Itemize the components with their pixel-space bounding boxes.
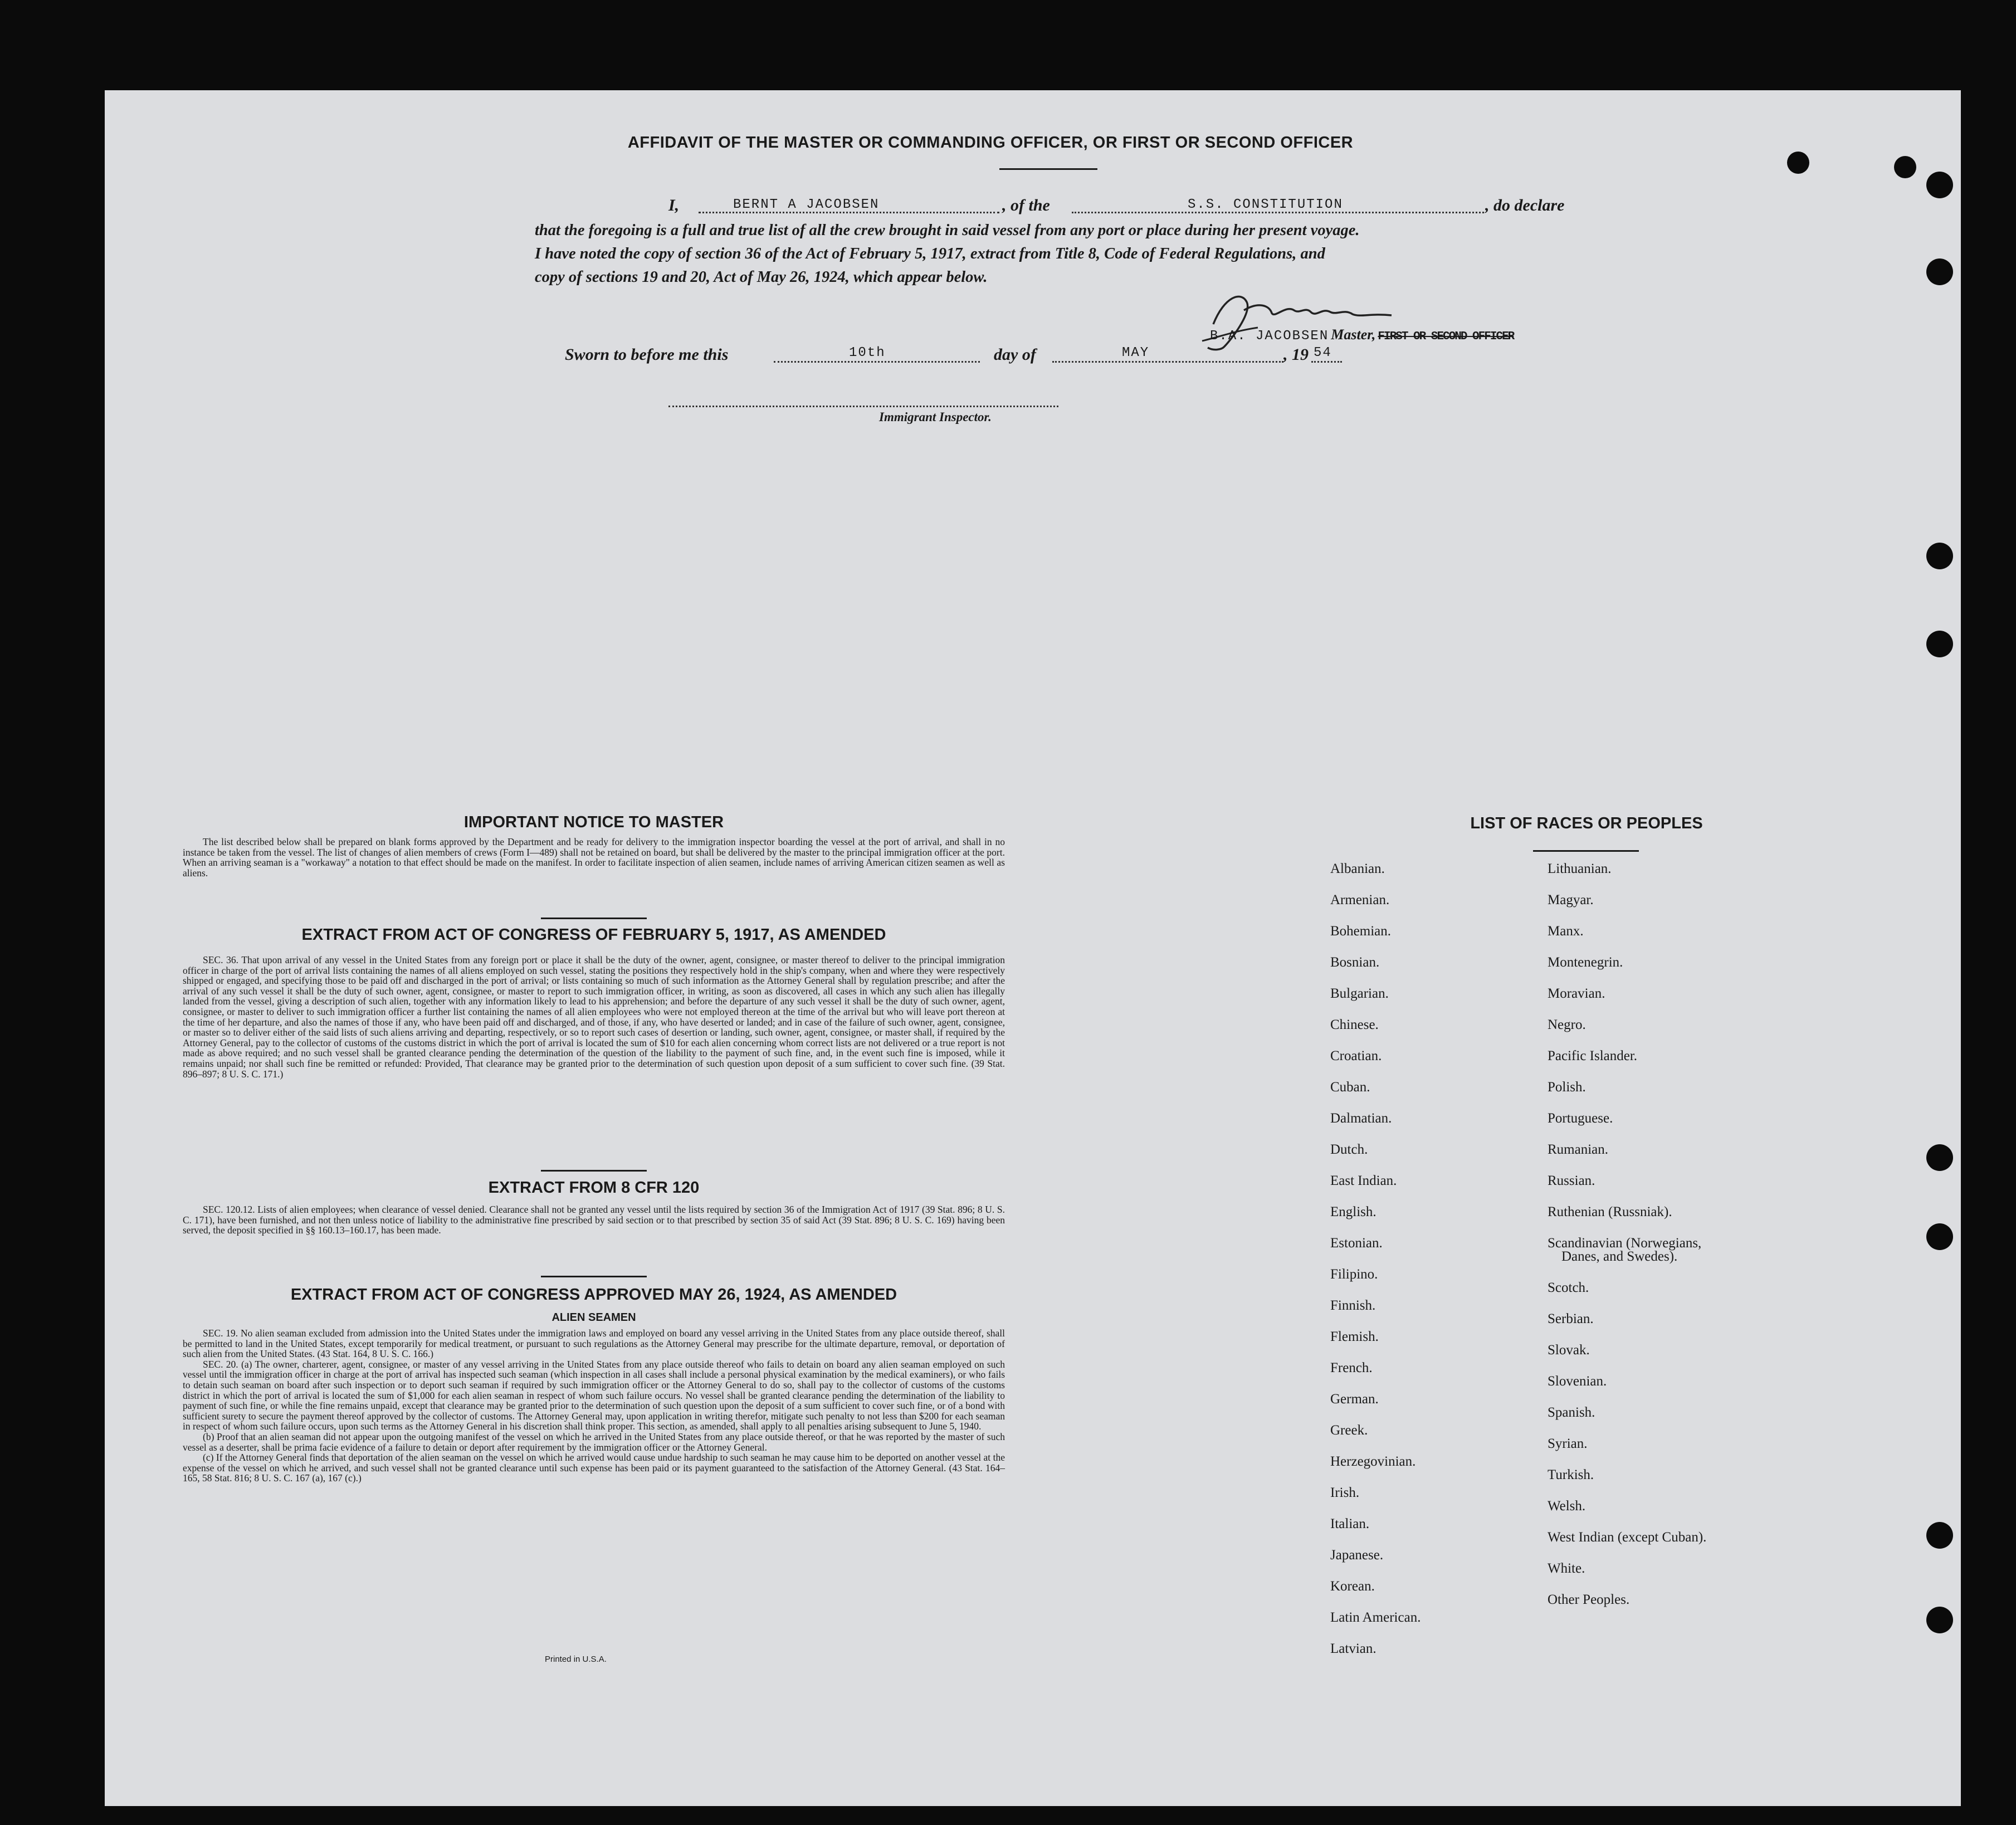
sec-20b-paragraph: (b) Proof that an alien seaman did not appear upon the outgoing manifest of the vessel on which he arrived in the United States from any place outside thereof, or that he was reported by the master of such vessel as a deserter, shall be prima facie evidence of a failure to detain or deport after requirement by the immigration officer or the Attorney General.	[183, 1431, 1005, 1453]
race-item: Albanian.	[1330, 861, 1385, 876]
year-line	[1311, 361, 1342, 363]
affidavit-line-2: that the foregoing is a full and true list of all the crew brought in said vessel from any port or place during her present voyage.	[535, 222, 1360, 239]
race-item: Latin American.	[1330, 1610, 1421, 1625]
race-item: Dalmatian.	[1330, 1111, 1392, 1126]
race-item: Dutch.	[1330, 1142, 1368, 1157]
alien-seamen-subtitle: ALIEN SEAMEN	[551, 1311, 636, 1324]
race-item: Finnish.	[1330, 1298, 1376, 1313]
race-item: Bosnian.	[1330, 955, 1380, 970]
sworn-month: MAY	[1122, 345, 1150, 360]
affidavit-title: AFFIDAVIT OF THE MASTER OR COMMANDING OFFICER, OR FIRST OR SECOND OFFICER	[627, 134, 1354, 152]
extract-1917-title: EXTRACT FROM ACT OF CONGRESS OF FEBRUARY 5, 1917, AS AMENDED	[301, 926, 886, 944]
race-item: Slovenian.	[1548, 1374, 1607, 1389]
sec-120-12-paragraph: SEC. 120.12. Lists of alien employees; when clearance of vessel denied. Clearance shall not be granted any vessel until the lists required by section 36 of the Immigration Act of 1917 (39 Stat. 896; 8 U. S. C. 171), have been furnished, and not then unless notice of liability to the administrative fine prescribed by said section or to that prescribed by section 35 of said Act (39 Stat. 896; 8 U. S. C. 169) having been served, the deposit specified in §§ 160.13–160.17, has been made.	[183, 1204, 1005, 1236]
notice-paragraph: The list described below shall be prepared on blank forms approved by the Department and be ready for delivery to the immigration inspector boarding the vessel at the port of arrival, and shall in no instance be taken from the vessel. The list of changes of alien members of crews (Form I—489) shall not be retained on board, but shall be delivered by the master to the principal immigration officer at the port. When an arriving seaman is a "workaway" a notation to that effect should be made on the manifest. In order to facilitate inspection of alien seamen, include names of arriving American citizen seamen as well as aliens.	[183, 836, 1005, 879]
year-prefix: , 19	[1283, 345, 1309, 364]
race-item: Latvian.	[1330, 1641, 1376, 1656]
race-item: Scandinavian (Norwegians,	[1548, 1236, 1702, 1251]
title-rule	[999, 168, 1097, 170]
sworn-line	[565, 345, 1456, 368]
sworn-label: Sworn to before me this	[565, 345, 729, 364]
races-title: LIST OF RACES OR PEOPLES	[1470, 814, 1703, 832]
race-item: Russian.	[1548, 1173, 1595, 1188]
race-item: French.	[1330, 1360, 1373, 1375]
race-item: Flemish.	[1330, 1329, 1379, 1344]
race-item: Welsh.	[1548, 1499, 1586, 1514]
race-item: Filipino.	[1330, 1267, 1378, 1282]
race-item: Syrian.	[1548, 1436, 1588, 1451]
affidavit-line-3: I have noted the copy of section 36 of the Act of February 5, 1917, extract from Title 8, Code of Federal Regulations, and	[535, 245, 1325, 262]
punch-hole	[1926, 1607, 1953, 1633]
punch-hole	[1926, 172, 1953, 198]
race-item: Croatian.	[1330, 1048, 1382, 1063]
race-item: Korean.	[1330, 1579, 1375, 1594]
of-the-label: , of the	[1002, 196, 1050, 214]
day-line	[774, 361, 980, 363]
race-item: Herzegovinian.	[1330, 1454, 1416, 1469]
printed-in-usa: Printed in U.S.A.	[545, 1655, 607, 1664]
sworn-day: 10th	[849, 345, 886, 360]
master-name: BERNT A JACOBSEN	[733, 197, 880, 212]
inspector-signature-line	[668, 406, 1058, 407]
race-item: Manx.	[1548, 924, 1584, 939]
race-item: Negro.	[1548, 1017, 1586, 1032]
do-declare-label: , do declare	[1485, 196, 1565, 214]
punch-hole	[1926, 1522, 1953, 1549]
signer-line	[1210, 326, 1514, 344]
race-item: East Indian.	[1330, 1173, 1397, 1188]
race-item: Irish.	[1330, 1485, 1360, 1500]
race-item: Turkish.	[1548, 1467, 1594, 1482]
race-item: Japanese.	[1330, 1548, 1384, 1563]
race-item: Rumanian.	[1548, 1142, 1609, 1157]
extract-cfr-text	[183, 1204, 1005, 1236]
race-item: West Indian (except Cuban).	[1548, 1530, 1707, 1545]
signer-typed-name: B.A. JACOBSEN	[1210, 329, 1329, 344]
sec-20c-paragraph: (c) If the Attorney General finds that deportation of the alien seaman on the vessel on which he arrived would cause undue hardship to such seaman he may cause him to be deported on another vessel at the expense of the vessel on which he arrived, and such vessel shall not be granted clearance until such expense has been paid or its payment guaranteed to the satisfaction of the Attorney General. (43 Stat. 164–165, 58 Stat. 816; 8 U. S. C. 167 (a), 167 (c).)	[183, 1452, 1005, 1484]
signer-role: Master,	[1331, 326, 1376, 343]
punch-hole	[1926, 1144, 1953, 1171]
race-item: Lithuanian.	[1548, 861, 1612, 876]
race-item: White.	[1548, 1561, 1585, 1576]
punch-hole	[1787, 152, 1809, 174]
race-item: Polish.	[1548, 1080, 1586, 1095]
extract-1924-title: EXTRACT FROM ACT OF CONGRESS APPROVED MAY 26, 1924, AS AMENDED	[290, 1286, 897, 1304]
race-item: Armenian.	[1330, 892, 1390, 907]
sworn-year: 54	[1314, 345, 1332, 360]
races-title-rule	[1533, 850, 1639, 852]
race-item: Italian.	[1330, 1516, 1370, 1531]
race-item: Chinese.	[1330, 1017, 1379, 1032]
punch-hole	[1926, 1223, 1953, 1250]
punch-hole	[1926, 631, 1953, 657]
race-item: Serbian.	[1548, 1311, 1594, 1326]
section-rule	[541, 1276, 647, 1277]
race-item: Other Peoples.	[1548, 1592, 1630, 1607]
race-item: Magyar.	[1548, 892, 1594, 907]
inspector-label: Immigrant Inspector.	[879, 410, 992, 424]
punch-hole	[1894, 156, 1916, 178]
race-item: Portuguese.	[1548, 1111, 1613, 1126]
sec-19-paragraph: SEC. 19. No alien seaman excluded from admission into the United States under the immigration laws and employed on board any vessel arriving in the United States from any place outside thereof, shall be permitted to land in the United States, except temporarily for medical treatment, or pursuant to such regulations as the Attorney General may prescribe for the ultimate departure, removal, or deportation of such alien from the United States. (43 Stat. 164, 8 U. S. C. 166.)	[183, 1328, 1005, 1360]
punch-hole	[1926, 258, 1953, 285]
race-item: Bulgarian.	[1330, 986, 1389, 1001]
affidavit-line-4: copy of sections 19 and 20, Act of May 26, 1924, which appear below.	[535, 269, 988, 286]
notice-title: IMPORTANT NOTICE TO MASTER	[463, 813, 724, 831]
race-item: Estonian.	[1330, 1236, 1383, 1251]
document-page	[105, 90, 1961, 1806]
race-item: Bohemian.	[1330, 924, 1392, 939]
race-item: Danes, and Swedes).	[1561, 1249, 1678, 1264]
race-item: Montenegrin.	[1548, 955, 1623, 970]
day-of-label: day of	[994, 345, 1036, 364]
punch-hole	[1926, 543, 1953, 569]
affidavit-line-1	[565, 196, 1673, 218]
extract-1924-text	[183, 1328, 1005, 1484]
race-item: German.	[1330, 1392, 1379, 1407]
i-label: I,	[668, 196, 680, 214]
section-rule	[541, 1170, 647, 1172]
month-line	[1052, 361, 1283, 363]
race-item: Scotch.	[1548, 1280, 1589, 1295]
vessel-name: S.S. CONSTITUTION	[1188, 197, 1343, 212]
race-item: Greek.	[1330, 1423, 1368, 1438]
race-item: Moravian.	[1548, 986, 1605, 1001]
notice-text	[183, 837, 1005, 878]
extract-1917-text	[183, 955, 1005, 1079]
race-item: Cuban.	[1330, 1080, 1370, 1095]
race-item: English.	[1330, 1204, 1376, 1219]
race-item: Pacific Islander.	[1548, 1048, 1638, 1063]
signer-struck-title: FIRST OR SECOND OFFICER	[1378, 330, 1514, 343]
sec-36-paragraph: SEC. 36. That upon arrival of any vessel in the United States from any foreign port or place it shall be the duty of the owner, agent, consignee, or master thereof to deliver to the principal immigration officer in charge of the port of arrival lists containing the names of all aliens employed on such vessel, stating the positions they respectively hold in the ship's company, when and where they were respectively shipped or engaged, and specifying those to be paid off and discharged in the port of arrival; or lists containing so much of such information as the Attorney General shall by regulation prescribe; and after the arrival of any such vessel it shall be the duty of such owner, agent, consignee, or master to report to such immigration officer, in writing, as soon as discovered, all cases in which any such alien has illegally landed from the vessel, giving a description of such alien, together with any information likely to lead to his apprehension; and before the departure of any such vessel it shall be the duty of such owner, agent, consignee, or master to deliver to such immigration officer a further list containing the names of all alien employees who were not employed thereon at the time of the arrival but who will leave port thereon at the time of her departure, and also the names of those if any, who have been paid off and discharged, and of those, if any, who have deserted or landed; and in case of the failure of such owner, agent, consignee, or master so to deliver either of the said lists of such aliens arriving and departing, respectively, or so to report such cases of desertion or landing, such owner, agent, consignee, or master shall, if required by the Attorney General, pay to the collector of customs of the customs district in which the port of arrival is located the sum of $10 for each alien concerning whom correct lists are not delivered or a true report is not made as above required; and no such vessel shall be granted clearance pending the determination of the question of the liability to the payment of such fine, and, in the event such fine is imposed, while it remains unpaid; nor shall such fine be remitted or refunded: Provided, That clearance may be granted prior to the determination of such question upon deposit of a sum sufficient to cover such fine. (39 Stat. 896–897; 8 U. S. C. 171.)	[183, 954, 1005, 1080]
sec-20a-paragraph: SEC. 20. (a) The owner, charterer, agent, consignee, or master of any vessel arriving in the United States from any place outside thereof who fails to detain on board any alien seaman employed on such vessel until the immigration officer in charge at the port of arrival has inspected such seaman (which inspection in all cases shall include a personal physical examination by the medical examiners), or who fails to detain such seaman on board after such inspection or to deport such seaman if required by such immigration officer or the Attorney General to do so, shall pay to the collector of customs of the customs district in which the port of arrival is located the sum of $1,000 for each alien seaman in respect of whom such failure occurs. No vessel shall be granted clearance pending the determination of the liability to payment of such fine, or while the fine remains unpaid, except that clearance may be granted prior to the determination of such question upon the deposit of a sum sufficient to cover such fine, or of a bond with sufficient surety to secure the payment thereof approved by the collector of customs. The Attorney General may, upon application in writing therefor, mitigate such penalty to not less than $200 for each seaman in respect of whom such failure occurs, upon such terms as the Attorney General in his discretion shall think proper. This section, as amended, shall apply to all penalties arising subsequent to June 5, 1940.	[183, 1358, 1005, 1432]
race-item: Slovak.	[1548, 1343, 1590, 1358]
race-item: Ruthenian (Russniak).	[1548, 1204, 1672, 1219]
race-item: Spanish.	[1548, 1405, 1595, 1420]
section-rule	[541, 918, 647, 919]
extract-cfr-title: EXTRACT FROM 8 CFR 120	[488, 1179, 700, 1197]
